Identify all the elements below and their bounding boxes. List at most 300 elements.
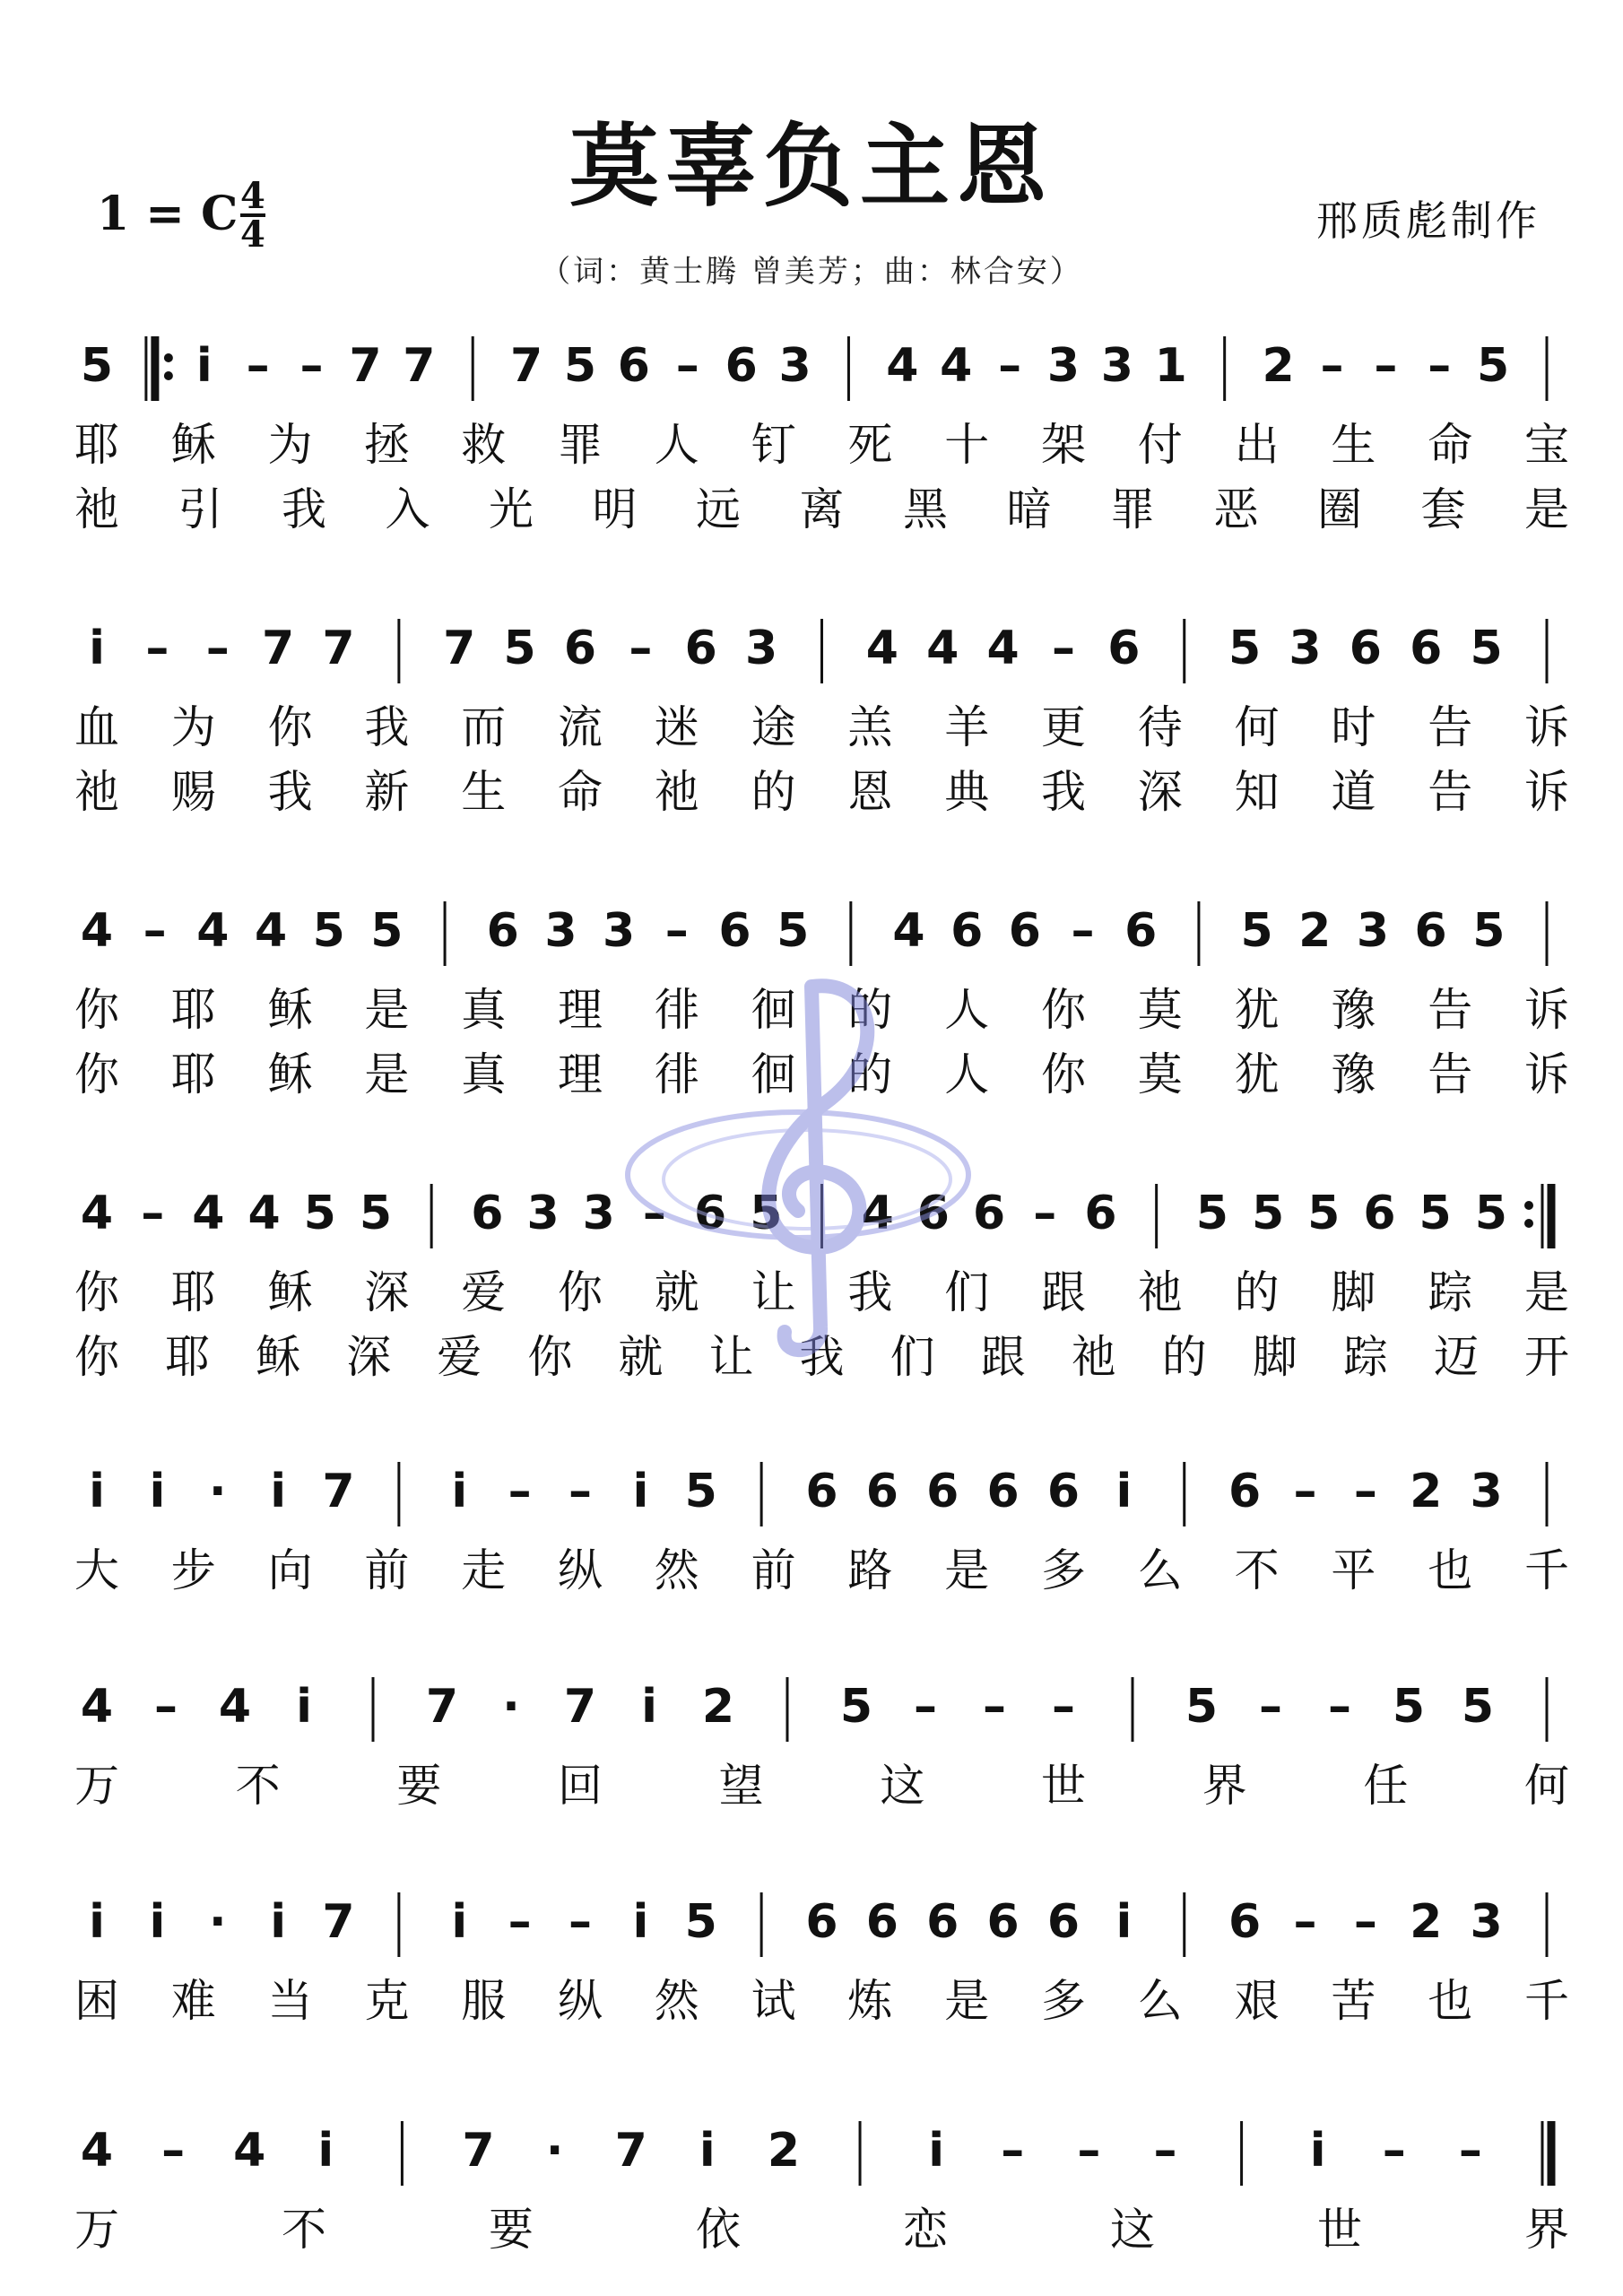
lyric-char: 的 [847, 984, 893, 1036]
lyric-char: 耶 [170, 1048, 216, 1100]
lyric-char: 万 [74, 2204, 119, 2256]
note: 7 [349, 339, 382, 393]
note: 5 [1474, 1187, 1507, 1240]
lyric-char: 们 [944, 1266, 990, 1318]
lyric-char: 架 [1041, 419, 1086, 471]
lyric-char: 深 [364, 1266, 410, 1318]
lyric-char: 然 [654, 1544, 699, 1596]
note: 6 [1349, 622, 1382, 675]
lyric-char: 人 [654, 419, 699, 471]
lyric-char: 我 [799, 1331, 845, 1383]
lyric-char: 罪 [558, 419, 603, 471]
lyric-char: 难 [170, 1975, 216, 2027]
note: 5 [1251, 1187, 1285, 1240]
dash: – [1293, 1895, 1317, 1949]
lyric-char: 黑 [903, 483, 948, 535]
lyric-char: 豫 [1331, 984, 1376, 1036]
note: · [208, 1465, 227, 1518]
dash: – [675, 339, 699, 393]
note: 4 [192, 1187, 225, 1240]
note: 6 [1228, 1465, 1262, 1518]
note: 7 [614, 2124, 647, 2178]
lyric-char: 徘 [654, 984, 699, 1036]
note: 6 [1124, 904, 1158, 958]
lyric-char: 祂 [1071, 1331, 1116, 1383]
note: 6 [865, 1465, 898, 1518]
lyric-char: 踪 [1428, 1266, 1473, 1318]
lyric-char: 服 [461, 1975, 507, 2027]
note: 6 [486, 904, 519, 958]
dash: – [1071, 904, 1095, 958]
lyric-char: 救 [461, 419, 507, 471]
note: 6 [1107, 622, 1141, 675]
repeat-dot [164, 353, 173, 362]
lyric-char: 困 [74, 1975, 119, 2027]
lyric-char: 试 [751, 1975, 796, 2027]
note: 5 [1185, 1680, 1219, 1734]
lyric-char: 跟 [1041, 1266, 1086, 1318]
lyric-char: 克 [364, 1975, 410, 2027]
note: 7 [322, 1895, 355, 1949]
lyric-char: 恶 [1213, 483, 1259, 535]
lyric-char: 你 [558, 1266, 603, 1318]
lyric-char: 向 [267, 1544, 313, 1596]
note: 6 [725, 339, 758, 393]
lyric-char: 何 [1234, 701, 1280, 753]
dash: – [1353, 1895, 1377, 1949]
dash: – [914, 1680, 937, 1734]
note: 6 [926, 1895, 959, 1949]
note: 3 [778, 339, 812, 393]
lyric-char: 诉 [1524, 984, 1569, 1036]
note: 6 [1228, 1895, 1262, 1949]
lyric-char: 拯 [364, 419, 410, 471]
dash: – [205, 622, 230, 675]
note: 3 [745, 622, 778, 675]
note: 6 [1414, 904, 1447, 958]
note: 1 [1154, 339, 1187, 393]
lyric-char: 理 [558, 1048, 603, 1100]
note: 3 [526, 1187, 560, 1240]
lyric-char: 真 [461, 984, 507, 1036]
note: i [149, 1895, 166, 1949]
note: 7 [322, 622, 355, 675]
dash: – [145, 622, 169, 675]
lyric-char: 赐 [170, 766, 216, 818]
note: 5 [839, 1680, 873, 1734]
lyric-char: 耶 [170, 1266, 216, 1318]
lyric-char: 的 [1161, 1331, 1207, 1383]
note: i [270, 1465, 287, 1518]
lyric-char: 不 [235, 1760, 281, 1812]
lyric-char: 是 [944, 1975, 990, 2027]
note: 4 [233, 2124, 266, 2178]
note: i [296, 1680, 312, 1734]
lyric-char: 就 [654, 1266, 699, 1318]
lyric-char: 引 [178, 483, 223, 535]
dash: – [299, 339, 324, 393]
lyric-char: 不 [282, 2204, 326, 2256]
dash: – [1033, 1187, 1057, 1240]
lyric-char: 你 [267, 701, 313, 753]
lyric-char: 命 [558, 766, 603, 818]
note: 5 [1461, 1680, 1495, 1734]
lyric-char: 知 [1234, 766, 1280, 818]
lyric-char: 诉 [1524, 701, 1569, 753]
lyric-char: 依 [696, 2204, 741, 2256]
lyric-char: 要 [396, 1760, 442, 1812]
note: 2 [1262, 339, 1295, 393]
note: 5 [80, 339, 114, 393]
lyric-char: 诉 [1524, 766, 1569, 818]
note: i [632, 1465, 649, 1518]
lyric-char: 就 [618, 1331, 664, 1383]
page-title: 莫辜负主恩 [569, 113, 1054, 219]
note: 3 [1046, 339, 1081, 393]
dash: – [141, 1187, 165, 1240]
lyric-char: 时 [1331, 701, 1376, 753]
lyric-char: 待 [1137, 701, 1183, 753]
lyric-char: 望 [718, 1760, 764, 1812]
lyric-char: 道 [1331, 766, 1376, 818]
lyric-char: 你 [74, 1048, 119, 1100]
note: 7 [322, 1465, 355, 1518]
note: 4 [940, 339, 973, 393]
lyric-char: 羊 [944, 701, 990, 753]
lyric-char: 祂 [74, 766, 119, 818]
note: 3 [603, 904, 636, 958]
lyric-char: 我 [282, 483, 326, 535]
lyric-char: 不 [1234, 1544, 1280, 1596]
lyric-char: 你 [74, 984, 119, 1036]
note: 3 [1289, 622, 1322, 675]
lyric-char: 爱 [437, 1331, 482, 1383]
note: 3 [1470, 1895, 1503, 1949]
note: 5 [777, 904, 810, 958]
note: 7 [510, 339, 543, 393]
lyric-char: 更 [1041, 701, 1086, 753]
note: i [270, 1895, 287, 1949]
note: 7 [403, 339, 436, 393]
note: i [89, 1895, 105, 1949]
dash: – [143, 904, 167, 958]
treble-clef-icon [619, 951, 995, 1363]
note: 2 [767, 2124, 801, 2178]
lyric-char: 新 [364, 766, 410, 818]
note: 7 [563, 1680, 597, 1734]
dash: – [1001, 2124, 1025, 2178]
dash: – [568, 1465, 592, 1518]
lyric-char: 我 [267, 766, 313, 818]
lyric-char: 步 [170, 1544, 216, 1596]
lyric-char: 我 [847, 1266, 893, 1318]
note: 4 [218, 1680, 252, 1734]
dash: – [568, 1895, 592, 1949]
dash: – [154, 1680, 178, 1734]
lyric-char: 么 [1137, 1975, 1183, 2027]
lyric-char: 理 [558, 984, 603, 1036]
lyricist-composer-credits: （词：黄士腾 曾美芳；曲：林合安） [540, 254, 1083, 290]
note: 5 [312, 904, 345, 958]
note: 6 [1008, 904, 1041, 958]
lyric-char: 罪 [1110, 483, 1155, 535]
dash: – [1259, 1680, 1282, 1734]
dash: – [1328, 1680, 1351, 1734]
note: 6 [986, 1895, 1020, 1949]
lyric-char: 耶 [74, 419, 119, 471]
lyric-char: 稣 [267, 1266, 313, 1318]
note: 4 [254, 904, 288, 958]
note: 7 [262, 622, 295, 675]
lyric-char: 界 [1524, 2204, 1569, 2256]
lyric-char: 人 [944, 1048, 990, 1100]
repeat-dot [1524, 1219, 1533, 1228]
lyric-char: 我 [364, 701, 410, 753]
note: 3 [544, 904, 577, 958]
note: 5 [684, 1465, 717, 1518]
lyric-char: 暗 [1006, 483, 1052, 535]
lyric-char: 然 [654, 1975, 699, 2027]
key-signature: 1 = C [97, 187, 239, 241]
lyric-char: 世 [1041, 1760, 1086, 1812]
dash: – [1320, 339, 1344, 393]
note: 5 [750, 1187, 783, 1240]
lyric-char: 钉 [751, 419, 796, 471]
note: 6 [1363, 1187, 1396, 1240]
lyric-char: 祂 [1137, 1266, 1183, 1318]
note: 6 [916, 1187, 950, 1240]
note: 6 [1084, 1187, 1117, 1240]
note: 7 [425, 1680, 459, 1734]
note: 6 [865, 1895, 898, 1949]
note: 6 [563, 622, 597, 675]
repeat-dot [1524, 1201, 1533, 1210]
lyric-char: 纵 [558, 1975, 603, 2027]
lyric-char: 也 [1428, 1975, 1473, 2027]
note: 5 [1419, 1187, 1452, 1240]
lyric-char: 踪 [1342, 1331, 1388, 1383]
lyric-char: 为 [170, 701, 216, 753]
lyric-char: 迈 [1433, 1331, 1479, 1383]
note: 5 [1470, 622, 1503, 675]
lyric-char: 告 [1428, 1048, 1473, 1100]
lyric-char: 万 [74, 1760, 119, 1812]
note: · [545, 2124, 564, 2178]
dash: – [246, 339, 270, 393]
lyric-char: 多 [1041, 1544, 1086, 1596]
lyric-char: 光 [489, 483, 534, 535]
lyric-char: 回 [558, 1760, 603, 1812]
lyric-char: 稣 [267, 1048, 313, 1100]
lyric-char: 让 [708, 1331, 754, 1383]
dash: – [1428, 339, 1452, 393]
lyric-char: 十 [944, 419, 990, 471]
note: · [208, 1895, 227, 1949]
note: 5 [370, 904, 404, 958]
note: 7 [443, 622, 476, 675]
lyric-char: 的 [1234, 1266, 1280, 1318]
note: 6 [617, 339, 650, 393]
dash: – [642, 1187, 666, 1240]
lyric-char: 徊 [751, 984, 796, 1036]
note: i [451, 1465, 468, 1518]
note: 5 [303, 1187, 336, 1240]
lyric-char: 世 [1317, 2204, 1362, 2256]
repeat-dot [164, 371, 173, 380]
note: 6 [926, 1465, 959, 1518]
note: i [699, 2124, 716, 2178]
note: 4 [247, 1187, 281, 1240]
note: 3 [1356, 904, 1390, 958]
lyric-char: 恋 [903, 2204, 948, 2256]
note: 5 [1195, 1187, 1228, 1240]
note: 4 [80, 1187, 114, 1240]
dash: – [161, 2124, 186, 2178]
note: i [632, 1895, 649, 1949]
lyric-char: 血 [74, 701, 119, 753]
dash: – [508, 1465, 532, 1518]
lyric-char: 犹 [1234, 984, 1280, 1036]
note: 6 [950, 904, 984, 958]
dash: – [1052, 622, 1075, 675]
note: 4 [80, 1680, 114, 1734]
lyric-char: 这 [880, 1760, 925, 1812]
lyric-char: 宝 [1524, 419, 1569, 471]
lyric-char: 大 [74, 1544, 119, 1596]
lyric-char: 告 [1428, 984, 1473, 1036]
lyric-char: 羔 [847, 701, 893, 753]
note: 6 [1046, 1465, 1081, 1518]
lyric-char: 们 [890, 1331, 935, 1383]
lyric-char: 开 [1524, 1331, 1569, 1383]
lyric-char: 祂 [654, 766, 699, 818]
note: 4 [80, 904, 114, 958]
note: 2 [1410, 1895, 1443, 1949]
lyric-char: 真 [461, 1048, 507, 1100]
note: 3 [1100, 339, 1133, 393]
note: i [149, 1465, 166, 1518]
note: 6 [684, 622, 717, 675]
note: 5 [1392, 1680, 1426, 1734]
note: 6 [1410, 622, 1443, 675]
lyric-char: 迷 [654, 701, 699, 753]
lyric-char: 入 [385, 483, 430, 535]
lyric-char: 纵 [558, 1544, 603, 1596]
note: i [89, 622, 105, 675]
lyric-char: 艰 [1234, 1975, 1280, 2027]
lyric-char: 任 [1363, 1760, 1409, 1812]
note: 5 [359, 1187, 393, 1240]
lyric-char: 人 [944, 984, 990, 1036]
note: 7 [462, 2124, 495, 2178]
note: 4 [886, 339, 919, 393]
note: 6 [986, 1465, 1020, 1518]
note: 2 [701, 1680, 735, 1734]
lyric-char: 付 [1137, 419, 1183, 471]
lyric-char: 你 [1041, 1048, 1086, 1100]
note: 5 [563, 339, 597, 393]
lyric-char: 千 [1524, 1975, 1569, 2027]
note: i [195, 339, 213, 393]
note: i [89, 1465, 105, 1518]
lyric-char: 是 [1524, 483, 1569, 535]
lyric-char: 告 [1428, 701, 1473, 753]
lyric-char: 深 [1137, 766, 1183, 818]
lyric-char: 祂 [74, 483, 119, 535]
lyric-char: 出 [1234, 419, 1280, 471]
lyric-char: 徊 [751, 1048, 796, 1100]
lyric-char: 莫 [1137, 1048, 1183, 1100]
lyric-char: 你 [527, 1331, 573, 1383]
dash: – [1293, 1465, 1317, 1518]
note: i [1309, 2124, 1326, 2178]
lyric-char: 么 [1137, 1544, 1183, 1596]
dash: – [1374, 339, 1398, 393]
lyric-char: 炼 [847, 1975, 893, 2027]
lyric-char: 告 [1428, 766, 1473, 818]
note: 6 [718, 904, 751, 958]
dash: – [629, 622, 653, 675]
lyric-char: 远 [696, 483, 741, 535]
lyric-char: 死 [847, 419, 893, 471]
arranger-credit: 邢质彪制作 [1316, 196, 1541, 245]
note: i [317, 2124, 334, 2178]
lyric-char: 豫 [1331, 1048, 1376, 1100]
lyric-char: 是 [944, 1544, 990, 1596]
note: 4 [80, 2124, 114, 2178]
lyric-char: 圈 [1317, 483, 1362, 535]
lyric-char: 犹 [1234, 1048, 1280, 1100]
note: 6 [1046, 1895, 1081, 1949]
lyric-char: 套 [1420, 483, 1466, 535]
note: 4 [892, 904, 925, 958]
lyric-char: 这 [1110, 2204, 1155, 2256]
lyric-char: 要 [489, 2204, 534, 2256]
note: 5 [1228, 622, 1262, 675]
lyric-char: 也 [1428, 1544, 1473, 1596]
lyric-char: 当 [267, 1975, 313, 2027]
lyric-char: 生 [461, 766, 507, 818]
note: i [1115, 1465, 1133, 1518]
note: · [502, 1680, 520, 1734]
note: 5 [1477, 339, 1510, 393]
lyric-char: 界 [1202, 1760, 1247, 1812]
lyric-char: 脚 [1252, 1331, 1298, 1383]
note: 5 [1240, 904, 1273, 958]
lyric-char: 你 [74, 1266, 119, 1318]
note: 5 [684, 1895, 717, 1949]
lyric-char: 平 [1331, 1544, 1376, 1596]
note: 4 [861, 1187, 894, 1240]
lyric-char: 稣 [267, 984, 313, 1036]
lyric-char: 流 [558, 701, 603, 753]
note: 3 [582, 1187, 615, 1240]
dash: – [1382, 2124, 1406, 2178]
dash: – [998, 339, 1022, 393]
note: 4 [196, 904, 230, 958]
dash: – [508, 1895, 532, 1949]
lyric-char: 跟 [980, 1331, 1026, 1383]
lyric-char: 恩 [847, 766, 893, 818]
lyric-char: 爱 [461, 1266, 507, 1318]
lyric-char: 我 [1041, 766, 1086, 818]
time-signature-top: 4 [240, 175, 265, 217]
dash: – [1458, 2124, 1482, 2178]
lyric-char: 的 [751, 766, 796, 818]
lyric-char: 你 [74, 1331, 119, 1383]
lyric-char: 途 [751, 701, 796, 753]
lyric-char: 千 [1524, 1544, 1569, 1596]
